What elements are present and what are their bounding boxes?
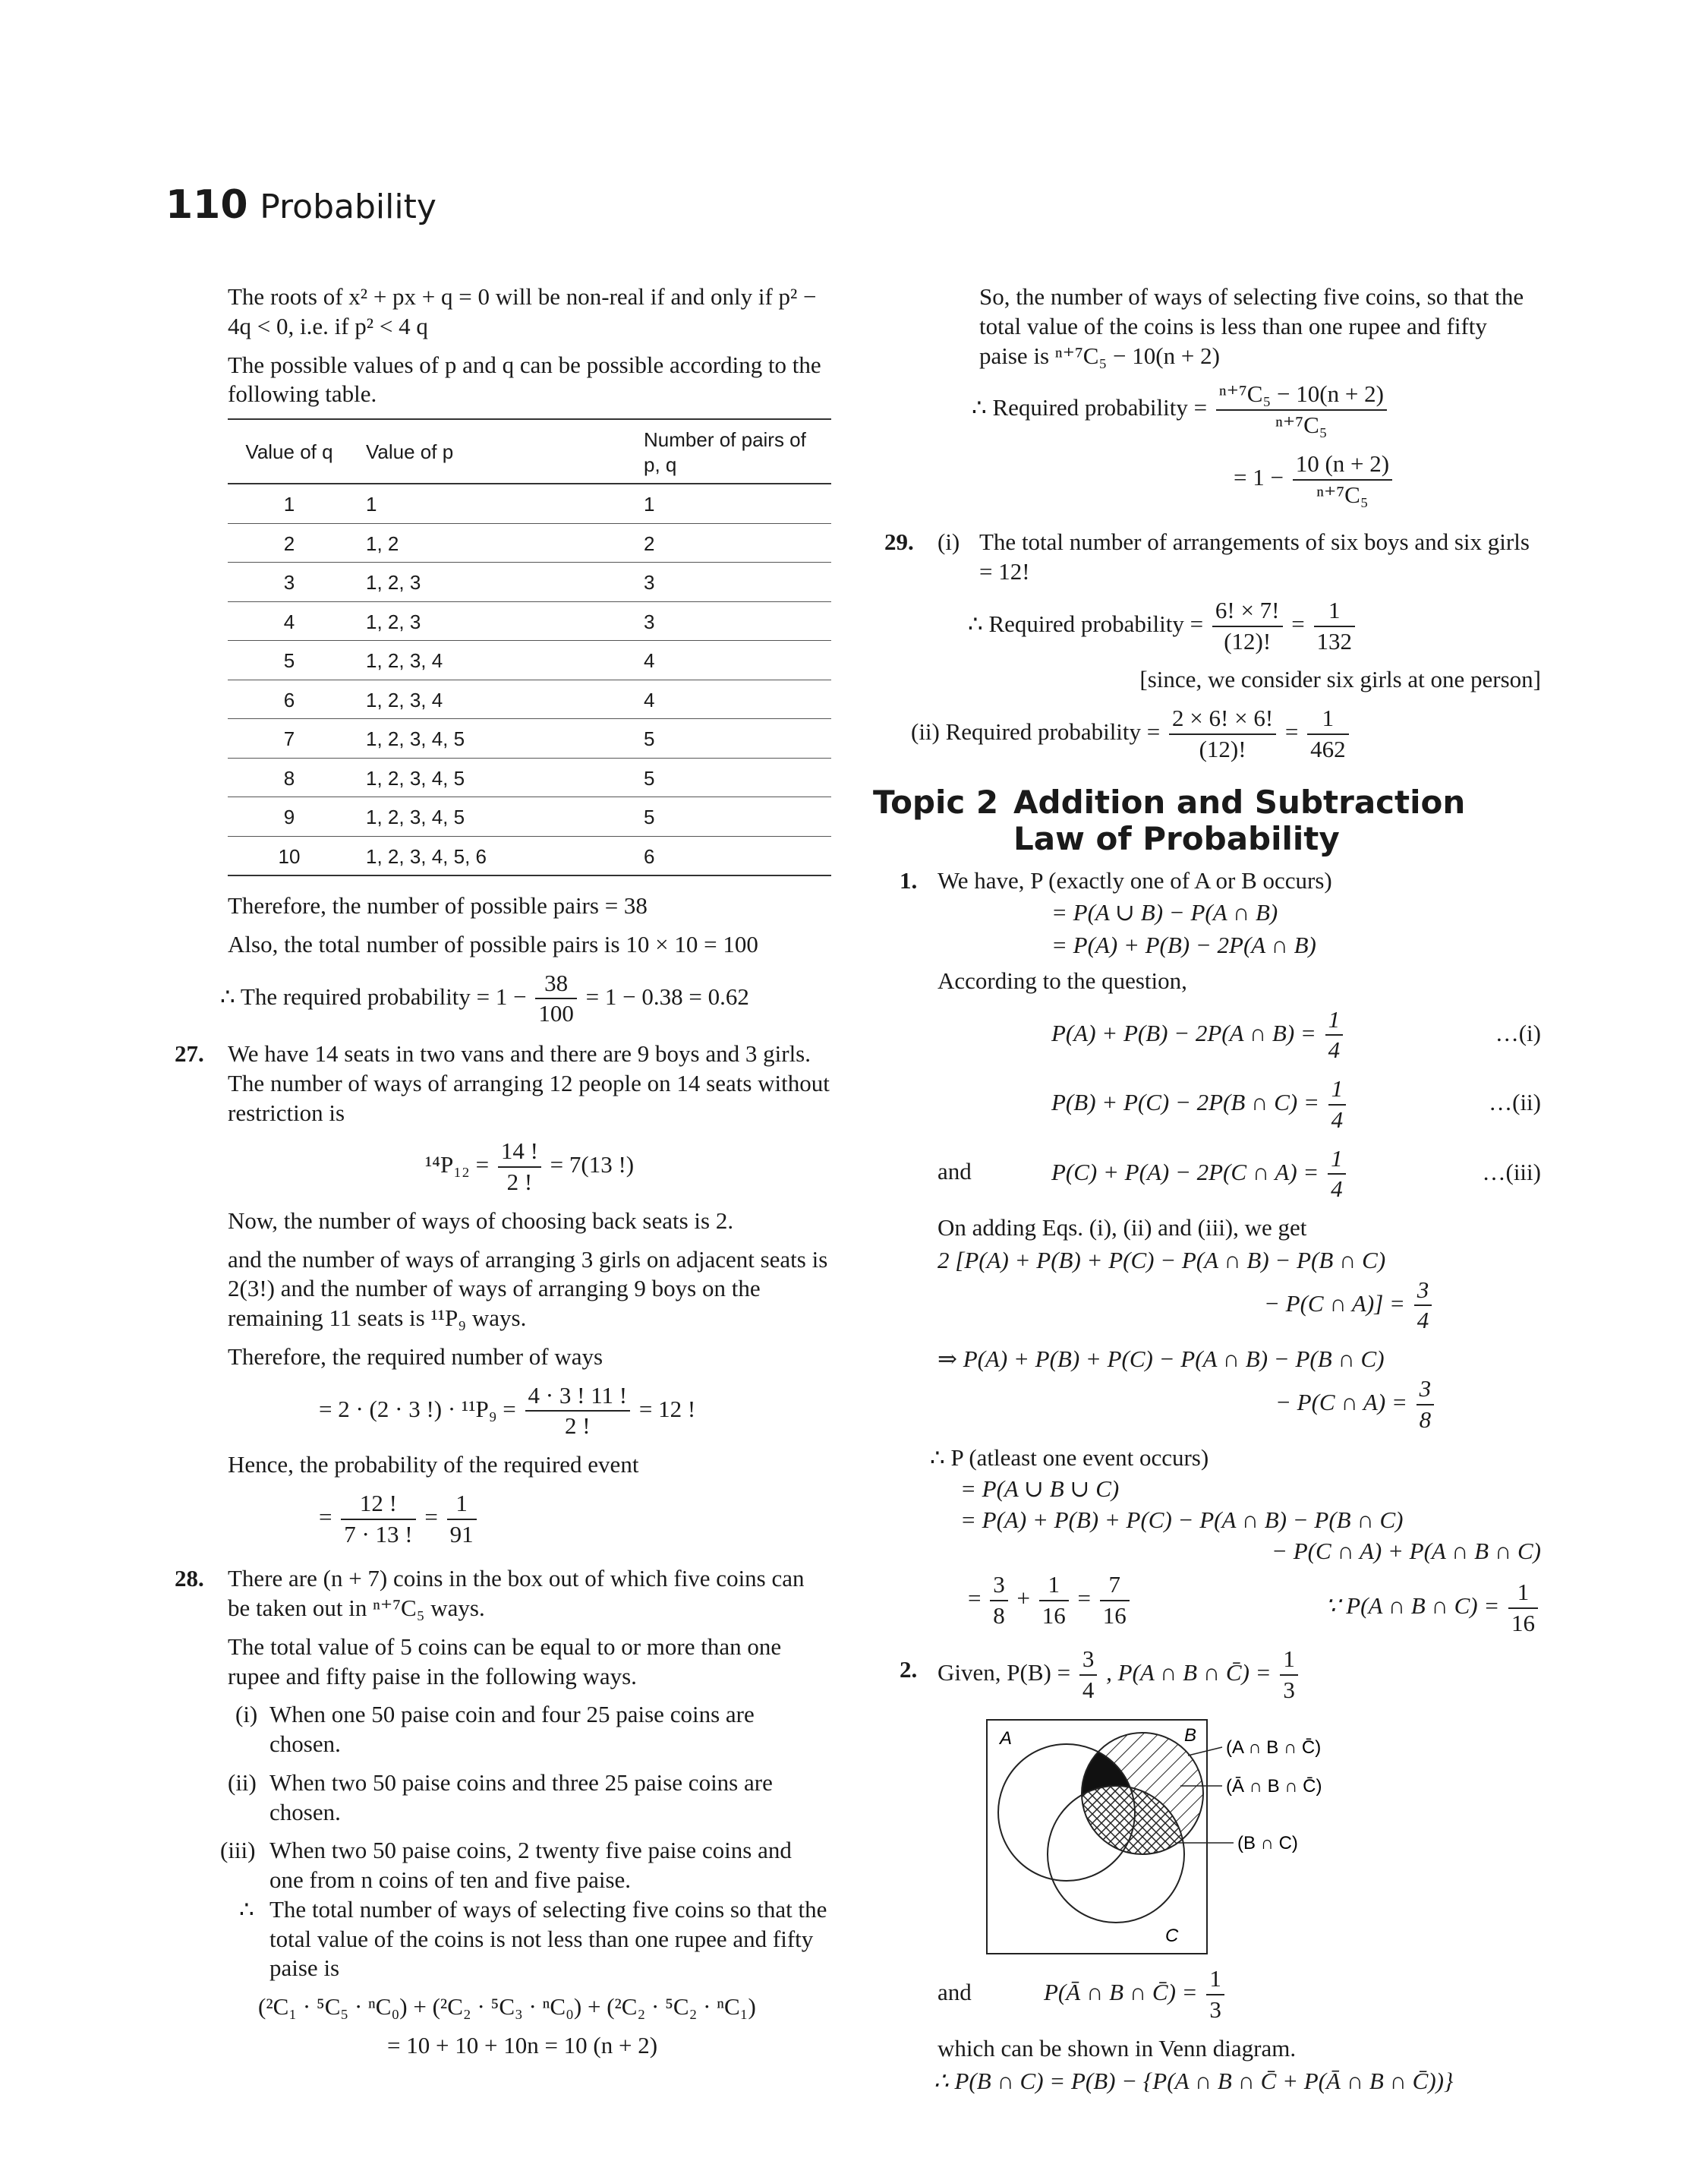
cell-pairs: 5 (553, 797, 831, 837)
fraction (1280, 1645, 1298, 1705)
numerator: 1 (1280, 1645, 1298, 1676)
numerator: 6! × 7! (1212, 596, 1283, 627)
therefore-symbol: ∴ (239, 1895, 254, 1923)
cell-q: 6 (228, 680, 351, 719)
fraction (1039, 1570, 1069, 1631)
fraction (1508, 1578, 1538, 1639)
numerator: ⁿ⁺⁷C₅ − 10(n + 2) (1216, 380, 1387, 411)
required-probability-coins (972, 380, 1541, 440)
fraction (1293, 450, 1392, 510)
numerator: 3 (1414, 1276, 1432, 1307)
case-label: (iii) (220, 1837, 256, 1864)
eq-lead: − P(C ∩ A) = (1275, 1388, 1407, 1415)
col-header-p: Value of p (351, 419, 553, 484)
denominator: 16 (1042, 1602, 1066, 1629)
fraction (990, 1570, 1008, 1631)
eq-lead: Given, P(B) = (938, 1658, 1071, 1686)
denominator: (12)! (1199, 735, 1246, 762)
denominator: 132 (1316, 627, 1352, 655)
atleast-line-4: − P(C ∩ A) + P(A ∩ B ∩ C) (1272, 1537, 1541, 1564)
numerator: 7 (1100, 1570, 1130, 1601)
cell-p: 1, 2, 3, 4, 5, 6 (351, 836, 553, 875)
question-28 (175, 1564, 831, 2060)
case-label: (i) (235, 1701, 258, 1728)
cell-p: 1, 2, 3, 4, 5 (351, 719, 553, 759)
table-row (228, 601, 831, 641)
table-row (228, 719, 831, 759)
q29-case-i: The total number of arrangements of six boys and six girls = 12! (979, 528, 1530, 585)
topic-question-2 (873, 1645, 1541, 2096)
cell-q: 9 (228, 797, 351, 837)
cell-q: 3 (228, 563, 351, 602)
cell-q: 7 (228, 719, 351, 759)
q27-paragraph-3: and the number of ways of arranging 3 girls on adjacent seats is 2(3!) and the number of ways of arranging 9 boys on the remaining 11 seats is ¹¹P₉ ways. (228, 1245, 828, 1331)
topic-heading (873, 784, 1541, 860)
therefore-text: The total number of ways of selecting five coins so that the total value of the coins is not less than one rupee and fifty paise is (269, 1895, 827, 1982)
cell-pairs: 4 (553, 641, 831, 680)
page-number: 110 (165, 182, 248, 228)
q28-paragraph-1: There are (n + 7) coins in the box out of which five coins can be taken out in ⁿ⁺⁷C₅ ways. (228, 1565, 805, 1621)
table-row (228, 523, 831, 563)
numerator: 4 · 3 ! 11 ! (525, 1381, 631, 1412)
eq-mid: = (1291, 610, 1305, 637)
cell-p: 1, 2, 3, 4 (351, 641, 553, 680)
numerator: 3 (1079, 1645, 1098, 1676)
atleast-line-3: = P(A) + P(B) + P(C) − P(A ∩ B) − P(B ∩ C) (960, 1506, 1404, 1533)
cell-pairs: 4 (553, 680, 831, 719)
table-row (228, 836, 831, 875)
fraction (1414, 1276, 1432, 1336)
equation-tag: …(i) (1495, 1019, 1541, 1046)
atleast-line-2: = P(A ∪ B ∪ C) (960, 1475, 1120, 1502)
numerator: 10 (n + 2) (1293, 450, 1392, 481)
table-header-row (228, 419, 831, 484)
denominator: 2 ! (565, 1412, 591, 1440)
fraction (1212, 596, 1283, 657)
atleast-sum (968, 1570, 1541, 1636)
equation-tag: …(iii) (1482, 1158, 1541, 1185)
eq-lead: P(C) + P(A) − 2P(C ∩ A) = (1051, 1158, 1319, 1185)
denominator: 3 (1283, 1676, 1295, 1703)
denominator: (12)! (1224, 627, 1272, 655)
q27-equation-1 (228, 1137, 831, 1197)
denominator: 91 (449, 1520, 474, 1547)
cell-pairs: 5 (553, 719, 831, 759)
eq-tail: = 12 ! (638, 1395, 696, 1422)
numerator: 38 (535, 969, 577, 1000)
q27-paragraph-2: Now, the number of ways of choosing back seats is 2. (228, 1207, 734, 1234)
q29-since-note: [since, we consider six girls at one person] (1139, 666, 1541, 693)
q27-equation-3 (319, 1489, 831, 1550)
case-text: When one 50 paise coin and four 25 paise coins are chosen. (269, 1701, 755, 1757)
col-header-pairs: Number of pairs of p, q (553, 419, 831, 484)
fraction (1325, 1005, 1344, 1066)
numerator: 1 (1307, 704, 1349, 735)
case-label: (i) (938, 528, 960, 556)
numerator: 1 (1039, 1570, 1069, 1601)
eq-lead: ∴ Required probability = (972, 394, 1208, 421)
venn-callout-1: (A ∩ B ∩ C̄) (1226, 1737, 1322, 1759)
eq-tail: = 7(13 !) (550, 1151, 635, 1178)
numerator: 1 (1508, 1578, 1538, 1609)
denominator: 462 (1310, 735, 1346, 762)
required-probability-simplified (1234, 450, 1541, 510)
question-number: 28. (175, 1565, 204, 1592)
eq-lead: ∴ Required probability = (968, 610, 1204, 637)
q1-line-4: According to the question, (938, 967, 1187, 994)
q1-line-3: = P(A) + P(B) − 2P(A ∩ B) (1051, 932, 1316, 958)
denominator: ⁿ⁺⁷C₅ (1275, 412, 1328, 438)
numerator: 1 (447, 1489, 477, 1520)
implies-eq-2 (1275, 1374, 1541, 1435)
topic-label: Topic 2 (873, 783, 999, 821)
eq-lead: = (968, 1585, 982, 1612)
case-text: When two 50 paise coins, 2 twenty five paise coins and one from n coins of ten and five paise. (269, 1837, 792, 1893)
eq-lead: − P(C ∩ A)] = (1264, 1289, 1405, 1317)
pairs-table (228, 418, 831, 876)
denominator: 2 ! (506, 1169, 533, 1195)
eq-lead: = 1 − (1234, 463, 1284, 491)
table-row (228, 641, 831, 680)
table-row (228, 758, 831, 797)
venn-label-a: A (1000, 1728, 1013, 1749)
eq-lead: (ii) Required probability = (911, 718, 1161, 745)
denominator: 4 (1328, 1036, 1341, 1064)
fraction (1328, 1074, 1347, 1135)
venn-diagram (938, 1714, 1541, 1964)
topic-question-1 (873, 866, 1541, 1636)
numerator: 12 ! (341, 1489, 415, 1520)
fraction (1314, 596, 1356, 657)
q27-paragraph-4: Therefore, the required number of ways (228, 1342, 603, 1370)
case-label: (ii) (228, 1768, 257, 1796)
equation-ii (1051, 1074, 1541, 1135)
implies-eq-1: ⇒ P(A) + P(B) + P(C) − P(A ∩ B) − P(B ∩ C) (938, 1345, 1385, 1372)
numerator: 2 × 6! × 6! (1169, 704, 1276, 735)
q1-line-2: = P(A ∪ B) − P(A ∩ B) (1051, 899, 1278, 926)
denominator: 16 (1102, 1602, 1127, 1629)
numerator: 1 (1325, 1005, 1344, 1036)
fraction (1100, 1570, 1130, 1631)
numerator: 3 (990, 1570, 1008, 1601)
fraction (1328, 1144, 1346, 1205)
eq-lead: P(A) + P(B) − 2P(A ∩ B) = (1051, 1019, 1316, 1046)
denominator: 7 · 13 ! (344, 1520, 413, 1547)
possible-pairs-text: Therefore, the number of possible pairs = 38 (228, 892, 648, 919)
adding-eq-1: 2 [P(A) + P(B) + P(C) − P(A ∩ B) − P(B ∩ C) (938, 1246, 1386, 1273)
fraction (1079, 1645, 1098, 1705)
cell-p: 1, 2, 3, 4, 5 (351, 758, 553, 797)
q28-paragraph-2: The total value of 5 coins can be equal to or more than one rupee and fifty paise in the following ways. (228, 1633, 782, 1689)
question-27 (175, 1039, 831, 1549)
chapter-title: Probability (260, 188, 436, 226)
eq-lead: ∵ P(A ∩ B ∩ C) = (1325, 1592, 1500, 1620)
denominator: 3 (1209, 1996, 1221, 2023)
q27-paragraph-5: Hence, the probability of the required event (228, 1451, 639, 1478)
venn-label-b: B (1184, 1725, 1197, 1746)
denominator: 8 (1419, 1405, 1432, 1433)
venn-callout-2: (Ā ∩ B ∩ C̄) (1226, 1776, 1322, 1797)
q28-case-ii (228, 1768, 831, 1828)
equation-i (1051, 1005, 1541, 1066)
adding-text: On adding Eqs. (i), (ii) and (iii), we get (938, 1214, 1307, 1241)
q1-line-1: We have, P (exactly one of A or B occurs) (938, 866, 1332, 894)
required-probability-tail: = 1 − 0.38 = 0.62 (585, 983, 749, 1010)
cell-q: 8 (228, 758, 351, 797)
q28-therefore (228, 1895, 831, 1983)
and-text: and (938, 1979, 972, 2006)
eq-equals: = (1077, 1585, 1091, 1612)
cell-p: 1, 2, 3, 4 (351, 680, 553, 719)
fraction (1169, 704, 1276, 765)
q28-case-i (228, 1700, 831, 1759)
total-pairs-text: Also, the total number of possible pairs is 10 × 10 = 100 (228, 930, 758, 957)
cell-q: 10 (228, 836, 351, 875)
cell-p: 1, 2, 3 (351, 601, 553, 641)
right-column (873, 282, 1541, 2105)
question-number: 27. (175, 1040, 204, 1067)
equation-tag: …(ii) (1489, 1089, 1541, 1115)
fraction (498, 1137, 541, 1197)
eq-mid: = (1284, 718, 1299, 745)
cell-q: 4 (228, 601, 351, 641)
since-note (1325, 1578, 1541, 1639)
numerator: 3 (1417, 1374, 1435, 1405)
eq-mid: , P(A ∩ B ∩ C̄) = (1106, 1658, 1272, 1686)
q28-case-iii (220, 1836, 831, 1895)
denominator: 8 (993, 1602, 1005, 1629)
fraction (535, 969, 577, 1030)
and-text: and (938, 1158, 972, 1185)
cell-q: 2 (228, 523, 351, 563)
cell-q: 1 (228, 484, 351, 523)
intro-paragraph-2: The possible values of p and q can be possible according to the following table. (228, 351, 821, 408)
fraction (1417, 1374, 1435, 1435)
fraction (1307, 704, 1349, 765)
numerator: 1 (1328, 1144, 1346, 1175)
final-equation: ∴ P(B ∩ C) = P(B) − {P(A ∩ B ∩ C̄ + P(Ā ∩ B ∩ C̄))} (934, 2067, 1454, 2094)
venn-label-c: C (1165, 1926, 1179, 1947)
eq-lead: = (319, 1503, 332, 1530)
table-row (228, 563, 831, 602)
venn-callout-3: (B ∩ C) (1237, 1833, 1298, 1854)
cell-p: 1 (351, 484, 553, 523)
question-29 (873, 528, 1541, 764)
cell-pairs: 3 (553, 601, 831, 641)
cell-pairs: 5 (553, 758, 831, 797)
venn-svg (938, 1714, 1541, 1964)
q29-equation-1 (968, 596, 1541, 657)
fraction (1216, 380, 1387, 440)
denominator: 100 (538, 1000, 574, 1027)
cell-p: 1, 2 (351, 523, 553, 563)
question-number: 1. (900, 866, 918, 894)
required-probability-line (220, 969, 831, 1030)
fraction (447, 1489, 477, 1550)
table-row (228, 797, 831, 837)
denominator: ⁿ⁺⁷C₅ (1316, 481, 1369, 508)
q29-case-ii (911, 704, 1541, 765)
denominator: 4 (1082, 1676, 1095, 1703)
given-line (938, 1645, 1541, 1705)
eq-lead: ¹⁴P₁₂ = (424, 1151, 490, 1178)
q27-equation-2 (319, 1381, 831, 1442)
numerator: 1 (1314, 596, 1356, 627)
cell-pairs: 2 (553, 523, 831, 563)
cell-p: 1, 2, 3 (351, 563, 553, 602)
numerator: 1 (1328, 1074, 1347, 1106)
numerator: 1 (1206, 1964, 1224, 1995)
q27-paragraph-1: We have 14 seats in two vans and there are 9 boys and 3 girls. The number of ways of arranging 12 people on 14 seats without restriction is (228, 1040, 830, 1126)
case-text: When two 50 paise coins and three 25 paise coins are chosen. (269, 1768, 773, 1825)
fraction (341, 1489, 415, 1550)
coins-less-text: So, the number of ways of selecting five coins, so that the total value of the coins is less than one rupee and fifty paise is ⁿ⁺⁷C₅ − 10(n + 2) (979, 283, 1524, 369)
eq-plus: + (1016, 1585, 1030, 1612)
eq-lead: P(Ā ∩ B ∩ C̄) = (1044, 1979, 1198, 2006)
table-row (228, 484, 831, 523)
cell-pairs: 1 (553, 484, 831, 523)
intro-paragraph-1: The roots of x² + px + q = 0 will be non-real if and only if p² − 4q < 0, i.e. if p² < 4 q (228, 283, 817, 339)
q28-equation-1: (²C₁ · ⁵C₅ · ⁿC₀) + (²C₂ · ⁵C₃ · ⁿC₀) + (²C₂ · ⁵C₂ · ⁿC₁) (258, 1993, 756, 2020)
numerator: 14 ! (498, 1137, 541, 1168)
left-column (175, 282, 831, 2070)
cell-pairs: 6 (553, 836, 831, 875)
col-header-q: Value of q (228, 419, 351, 484)
cell-q: 5 (228, 641, 351, 680)
question-number: 2. (900, 1655, 918, 1683)
topic-title: Addition and Subtraction Law of Probability (1013, 783, 1466, 857)
eq-lead: P(B) + P(C) − 2P(B ∩ C) = (1051, 1088, 1319, 1115)
eq-mid: = (424, 1503, 438, 1530)
atleast-line-1: ∴ P (atleast one event occurs) (930, 1444, 1209, 1472)
denominator: 4 (1417, 1307, 1429, 1334)
fraction (525, 1381, 631, 1442)
question-number: 29. (884, 528, 914, 556)
cell-p: 1, 2, 3, 4, 5 (351, 797, 553, 837)
required-probability-lead: ∴ The required probability = 1 − (220, 983, 527, 1010)
adding-eq-2 (1264, 1276, 1541, 1336)
page-header (165, 181, 436, 230)
cell-pairs: 3 (553, 563, 831, 602)
fraction (1206, 1964, 1224, 2025)
denominator: 4 (1331, 1106, 1344, 1133)
equation-iii (938, 1144, 1541, 1205)
table-row (228, 680, 831, 719)
denominator: 16 (1511, 1610, 1535, 1636)
venn-note: which can be shown in Venn diagram. (938, 2034, 1297, 2062)
q28-equation-2: = 10 + 10 + 10n = 10 (n + 2) (387, 2031, 658, 2058)
eq-lead: = 2 · (2 · 3 !) · ¹¹P₉ = (319, 1395, 516, 1422)
venn-equation (873, 1964, 1541, 2025)
denominator: 4 (1331, 1175, 1343, 1203)
